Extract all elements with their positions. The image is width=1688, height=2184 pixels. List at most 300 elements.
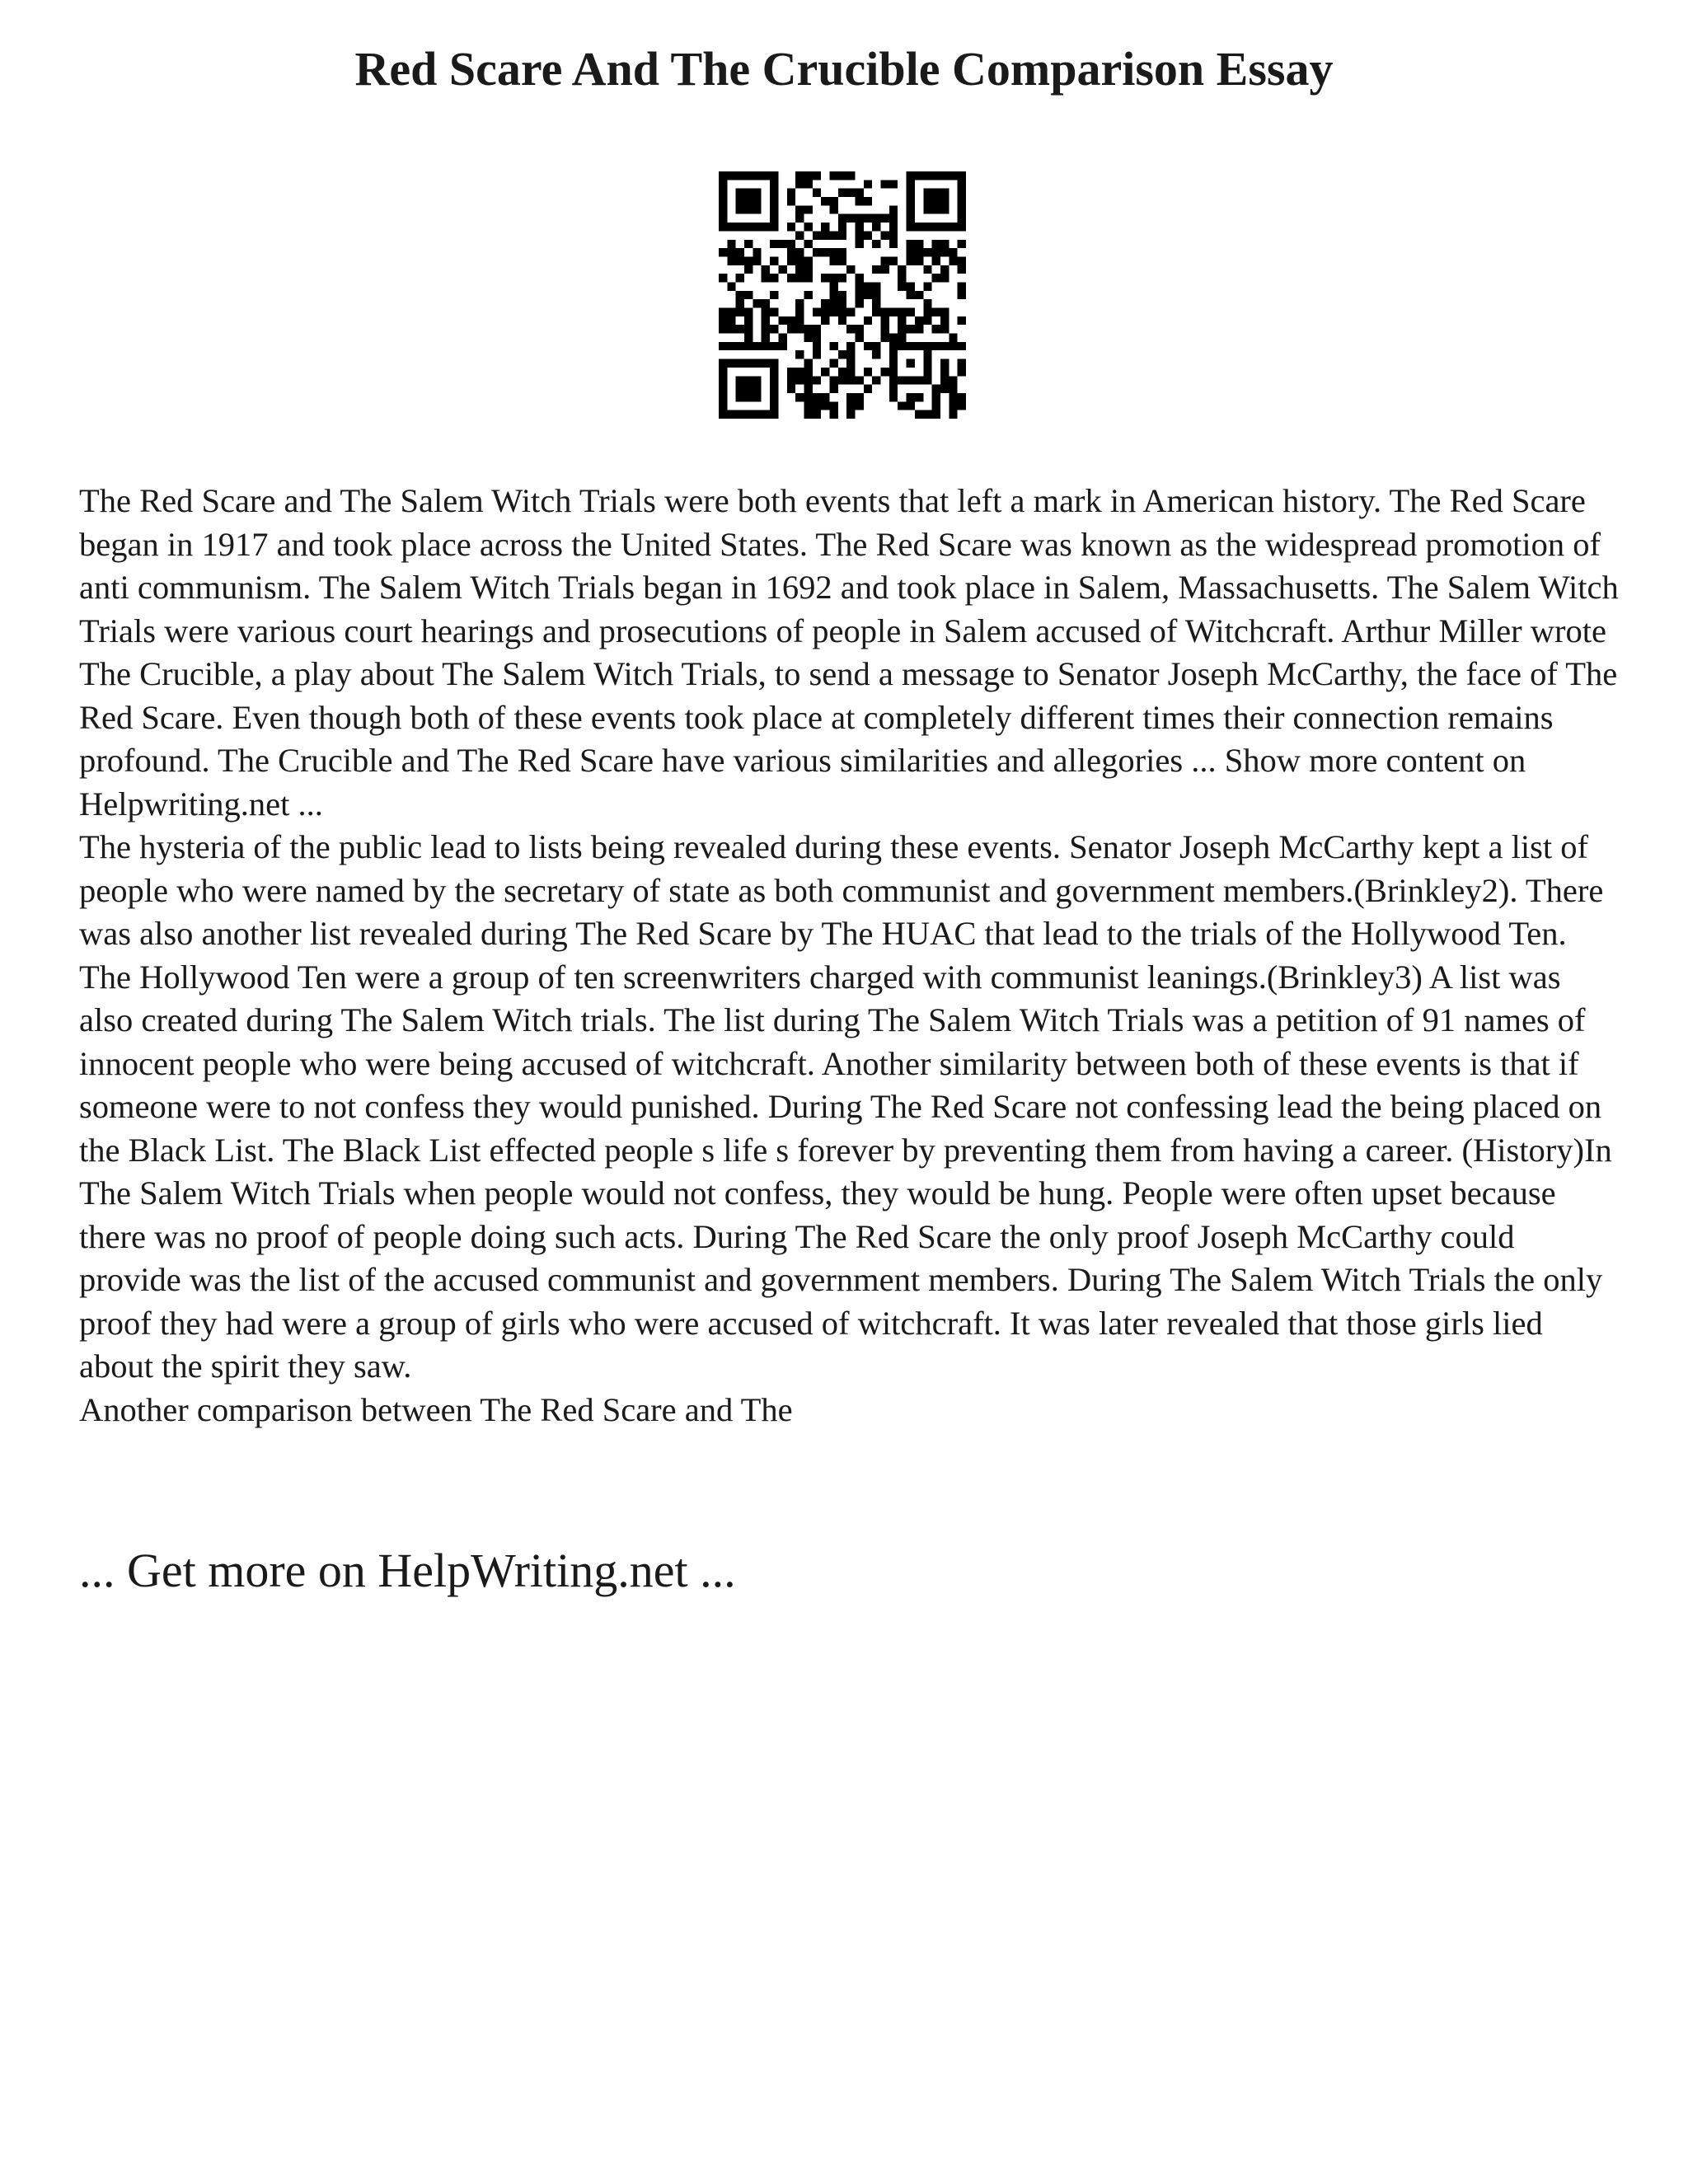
qr-module [719, 197, 727, 205]
qr-module [795, 274, 804, 282]
qr-module [770, 180, 778, 188]
qr-module [923, 171, 931, 180]
qr-module [838, 299, 846, 307]
qr-module [940, 385, 949, 393]
qr-module [813, 231, 821, 239]
qr-module [949, 342, 957, 350]
qr-module [958, 393, 966, 401]
qr-module [795, 180, 804, 188]
qr-module [864, 180, 872, 188]
qr-module [778, 265, 786, 274]
qr-module [923, 410, 931, 419]
qr-module [719, 274, 727, 282]
qr-module [932, 171, 940, 180]
get-more-link[interactable]: ... Get more on HelpWriting.net ... [79, 1544, 736, 1597]
qr-module [881, 214, 889, 223]
qr-module [762, 342, 770, 350]
qr-module [838, 223, 846, 231]
qr-module [856, 197, 864, 205]
qr-module [856, 274, 864, 282]
paragraph: The hysteria of the public lead to lists being revealed during these events. Senator Joseph McCarthy kept a list of people who were named by the secretary of state as both communist and government members.(Brinkley2). There was also another list revealed during The Red Scare by The HUAC that lead to the trials of the Hollywood Ten. The Hollywood Ten were a group of ten screenwriters charged with communist leanings.(Brinkley3) A list was also created during The Salem Witch trials. The list during The Salem Witch Trials was a petition of 91 names of innocent people who were being accused of witchcraft. Another similarity between both of these events is that if someone were to not confess they would punished. During The Red Scare not confessing lead the being placed on the Black List. The Black List effected people s life s forever by preventing them from having a career. (History)In The Salem Witch Trials when people would not confess, they would be hung. People were often upset because there was no proof of people doing such acts. During The Red Scare the only proof Joseph McCarthy could provide was the list of the accused communist and government members. During The Salem Witch Trials the only proof they had were a group of girls who were accused of witchcraft. It was later revealed that those girls lied about the spirit they saw. [79, 828, 1612, 1385]
qr-module [744, 359, 753, 368]
qr-module [770, 308, 778, 316]
qr-module [889, 342, 898, 350]
qr-module [864, 368, 872, 376]
qr-module [813, 171, 821, 180]
qr-module [804, 240, 812, 248]
qr-module [932, 325, 940, 333]
qr-module [889, 334, 898, 342]
qr-module [770, 385, 778, 393]
qr-module [762, 171, 770, 180]
qr-module [804, 334, 812, 342]
qr-module [889, 376, 898, 384]
qr-module [940, 205, 949, 213]
qr-module [727, 171, 735, 180]
qr-module [940, 248, 949, 256]
qr-module [804, 359, 812, 368]
qr-module [949, 401, 957, 410]
qr-module [949, 223, 957, 231]
qr-module [804, 401, 812, 410]
qr-module [778, 240, 786, 248]
qr-module [864, 197, 872, 205]
qr-module [864, 214, 872, 223]
qr-module [736, 274, 744, 282]
qr-module [846, 214, 855, 223]
qr-module [856, 214, 864, 223]
qr-module [829, 171, 837, 180]
qr-module [846, 359, 855, 368]
qr-module [932, 410, 940, 419]
qr-module [932, 223, 940, 231]
qr-module [787, 385, 795, 393]
qr-module [898, 325, 906, 333]
qr-module [856, 231, 864, 239]
qr-module [762, 334, 770, 342]
qr-module [958, 171, 966, 180]
qr-module [932, 274, 940, 282]
qr-module [923, 342, 931, 350]
qr-module [915, 248, 923, 256]
qr-module [872, 342, 880, 350]
qr-module [744, 385, 753, 393]
qr-module [958, 291, 966, 299]
qr-module [770, 325, 778, 333]
qr-module [736, 325, 744, 333]
qr-module [881, 308, 889, 316]
qr-module [940, 376, 949, 384]
qr-module [821, 248, 829, 256]
qr-module [813, 401, 821, 410]
qr-module [923, 223, 931, 231]
qr-module [856, 223, 864, 231]
qr-module [821, 197, 829, 205]
qr-module [838, 231, 846, 239]
qr-module [787, 240, 795, 248]
qr-module [949, 248, 957, 256]
qr-module [889, 180, 898, 188]
qr-module [795, 256, 804, 265]
qr-module [804, 410, 812, 419]
essay-body [79, 480, 1620, 1432]
qr-module [907, 256, 915, 265]
qr-module [727, 256, 735, 265]
qr-module [846, 189, 855, 197]
qr-module [907, 291, 915, 299]
qr-module [753, 171, 761, 180]
qr-module [898, 401, 906, 410]
qr-module [898, 282, 906, 290]
qr-module [907, 171, 915, 180]
qr-module [915, 342, 923, 350]
qr-module [864, 342, 872, 350]
qr-module [744, 316, 753, 325]
qr-module [804, 325, 812, 333]
qr-module [838, 256, 846, 265]
qr-module [719, 359, 727, 368]
qr-module [719, 368, 727, 376]
qr-module [719, 401, 727, 410]
qr-module [915, 376, 923, 384]
qr-module [813, 350, 821, 359]
qr-module [753, 299, 761, 307]
qr-module [932, 205, 940, 213]
qr-module [958, 205, 966, 213]
qr-module [838, 368, 846, 376]
qr-module [821, 401, 829, 410]
qr-module [889, 256, 898, 265]
qr-module [932, 308, 940, 316]
qr-module [889, 214, 898, 223]
qr-module [736, 342, 744, 350]
qr-module [787, 248, 795, 256]
qr-module [915, 316, 923, 325]
qr-module [727, 342, 735, 350]
qr-module [949, 376, 957, 384]
qr-module [932, 385, 940, 393]
qr-module [762, 265, 770, 274]
qr-module [898, 342, 906, 350]
qr-module [795, 368, 804, 376]
qr-module [727, 359, 735, 368]
qr-module [813, 189, 821, 197]
qr-module [923, 316, 931, 325]
qr-module [907, 359, 915, 368]
qr-module [907, 205, 915, 213]
qr-module [736, 385, 744, 393]
qr-module [846, 410, 855, 419]
qr-module [804, 291, 812, 299]
qr-module [838, 248, 846, 256]
qr-module [762, 325, 770, 333]
qr-module [719, 205, 727, 213]
qr-module [719, 385, 727, 393]
qr-module [719, 410, 727, 419]
qr-module [795, 214, 804, 223]
qr-module [881, 256, 889, 265]
qr-module [753, 205, 761, 213]
qr-module [898, 376, 906, 384]
qr-module [778, 316, 786, 325]
qr-module [856, 376, 864, 384]
qr-module [923, 368, 931, 376]
qr-module [821, 274, 829, 282]
qr-module [915, 240, 923, 248]
qr-module [762, 410, 770, 419]
qr-module [770, 189, 778, 197]
qr-module [846, 401, 855, 410]
qr-module [864, 291, 872, 299]
qr-module [932, 189, 940, 197]
qr-module [762, 308, 770, 316]
qr-module [770, 197, 778, 205]
qr-module [804, 171, 812, 180]
qr-code-image [719, 171, 966, 419]
qr-module [881, 265, 889, 274]
qr-module [949, 171, 957, 180]
qr-module [923, 205, 931, 213]
qr-module [915, 256, 923, 265]
qr-module [753, 410, 761, 419]
qr-module [856, 401, 864, 410]
qr-module [838, 350, 846, 359]
qr-module [940, 189, 949, 197]
qr-module [813, 325, 821, 333]
qr-module [940, 325, 949, 333]
qr-module [907, 214, 915, 223]
qr-module [838, 376, 846, 384]
qr-module [829, 342, 837, 350]
qr-module [856, 282, 864, 290]
qr-module [813, 342, 821, 350]
qr-module [856, 334, 864, 342]
qr-module [778, 334, 786, 342]
qr-module [770, 368, 778, 376]
qr-module [744, 291, 753, 299]
qr-module [736, 393, 744, 401]
qr-module [829, 205, 837, 213]
qr-module [932, 401, 940, 410]
qr-module [907, 308, 915, 316]
qr-module [762, 223, 770, 231]
qr-module [846, 325, 855, 333]
qr-module [829, 401, 837, 410]
qr-module [846, 308, 855, 316]
qr-module [736, 308, 744, 316]
qr-module [719, 189, 727, 197]
qr-module [762, 359, 770, 368]
qr-module [898, 308, 906, 316]
qr-module [813, 334, 821, 342]
qr-module [949, 334, 957, 342]
qr-module [856, 299, 864, 307]
qr-module [889, 385, 898, 393]
qr-module [736, 291, 744, 299]
qr-module [787, 376, 795, 384]
qr-module [898, 334, 906, 342]
qr-module [821, 393, 829, 401]
qr-module [838, 291, 846, 299]
qr-module [829, 291, 837, 299]
qr-module [821, 368, 829, 376]
qr-module [753, 376, 761, 384]
qr-module [915, 171, 923, 180]
qr-module [915, 393, 923, 401]
qr-module [872, 308, 880, 316]
qr-module [787, 325, 795, 333]
qr-module [940, 274, 949, 282]
qr-module [829, 385, 837, 393]
qr-module [923, 197, 931, 205]
qr-module [958, 316, 966, 325]
qr-module [719, 316, 727, 325]
qr-module [795, 308, 804, 316]
qr-module [770, 223, 778, 231]
qr-module [829, 256, 837, 265]
qr-module [846, 368, 855, 376]
paragraph: Another comparison between The Red Scare and The [79, 1390, 793, 1428]
qr-module [846, 376, 855, 384]
qr-module [907, 401, 915, 410]
qr-module [932, 197, 940, 205]
qr-module [753, 223, 761, 231]
qr-module [838, 274, 846, 282]
qr-module [958, 180, 966, 188]
qr-module [829, 274, 837, 282]
qr-module [907, 325, 915, 333]
qr-module [889, 368, 898, 376]
qr-module [881, 334, 889, 342]
qr-module [898, 274, 906, 282]
qr-module [915, 223, 923, 231]
qr-module [762, 274, 770, 282]
qr-module [795, 376, 804, 384]
qr-module [727, 223, 735, 231]
qr-module [813, 393, 821, 401]
qr-module [795, 325, 804, 333]
qr-module [744, 223, 753, 231]
qr-module [923, 299, 931, 307]
qr-module [736, 223, 744, 231]
qr-module [744, 410, 753, 419]
qr-module [940, 223, 949, 231]
qr-module [804, 256, 812, 265]
qr-module [907, 197, 915, 205]
qr-module [813, 410, 821, 419]
qr-module [907, 223, 915, 231]
qr-module [923, 265, 931, 274]
qr-module [795, 171, 804, 180]
qr-module [872, 350, 880, 359]
qr-module [744, 197, 753, 205]
qr-module [736, 299, 744, 307]
qr-module [958, 282, 966, 290]
qr-module [829, 231, 837, 239]
qr-module [795, 350, 804, 359]
qr-module [813, 308, 821, 316]
qr-module [795, 299, 804, 307]
qr-module [727, 325, 735, 333]
qr-module [770, 401, 778, 410]
qr-module [829, 299, 837, 307]
qr-module [829, 308, 837, 316]
qr-module [889, 223, 898, 231]
qr-module [804, 368, 812, 376]
qr-module [940, 368, 949, 376]
qr-module [949, 256, 957, 265]
qr-module [744, 334, 753, 342]
qr-module [787, 189, 795, 197]
qr-module [744, 325, 753, 333]
qr-module [787, 368, 795, 376]
qr-module [881, 368, 889, 376]
qr-module [923, 376, 931, 384]
qr-module [915, 325, 923, 333]
qr-module [958, 265, 966, 274]
qr-module [753, 197, 761, 205]
qr-module [829, 376, 837, 384]
qr-module [778, 342, 786, 350]
qr-module [932, 256, 940, 265]
qr-module [727, 248, 735, 256]
qr-module [795, 205, 804, 213]
qr-module [872, 265, 880, 274]
qr-module [804, 223, 812, 231]
qr-module [770, 205, 778, 213]
qr-module [753, 189, 761, 197]
qr-module [804, 376, 812, 384]
qr-module [804, 265, 812, 274]
qr-module [856, 240, 864, 248]
qr-module [821, 299, 829, 307]
qr-module [744, 171, 753, 180]
qr-module [940, 171, 949, 180]
qr-module [846, 393, 855, 401]
qr-module [940, 308, 949, 316]
qr-module [804, 180, 812, 188]
paragraph: The Red Scare and The Salem Witch Trials were both events that left a mark in American history. The Red Scare began in 1917 and took place across the United States. The Red Scare was known as the widespread promotion of anti communism. The Salem Witch Trials began in 1692 and took place in Salem, Massachusetts. The Salem Witch Trials were various court hearings and prosecutions of people in Salem accused of Witchcraft. Arthur Miller wrote The Crucible, a play about The Salem Witch Trials, to send a message to Senator Joseph McCarthy, the face of The Red Scare. Even though both of these events took place at completely different times their connection remains profound. The Crucible and The Red Scare have various similarities and allegories ... Show more content on Helpwriting.net ... [79, 482, 1619, 823]
qr-module [923, 350, 931, 359]
qr-module [856, 291, 864, 299]
qr-module [787, 316, 795, 325]
qr-module [770, 256, 778, 265]
qr-module [907, 240, 915, 248]
qr-module [770, 359, 778, 368]
qr-module [881, 231, 889, 239]
qr-module [719, 393, 727, 401]
qr-module [907, 248, 915, 256]
qr-module [736, 197, 744, 205]
qr-module [787, 256, 795, 265]
qr-module [838, 214, 846, 223]
qr-module [795, 248, 804, 256]
qr-module [958, 214, 966, 223]
qr-module [719, 342, 727, 350]
qr-module [940, 359, 949, 368]
qr-module [889, 205, 898, 213]
qr-module [744, 342, 753, 350]
qr-module [940, 240, 949, 248]
qr-module [804, 393, 812, 401]
qr-module [949, 385, 957, 393]
qr-module [829, 248, 837, 256]
qr-module [923, 189, 931, 197]
qr-module [881, 180, 889, 188]
qr-module [838, 189, 846, 197]
qr-module [719, 223, 727, 231]
qr-module [958, 240, 966, 248]
